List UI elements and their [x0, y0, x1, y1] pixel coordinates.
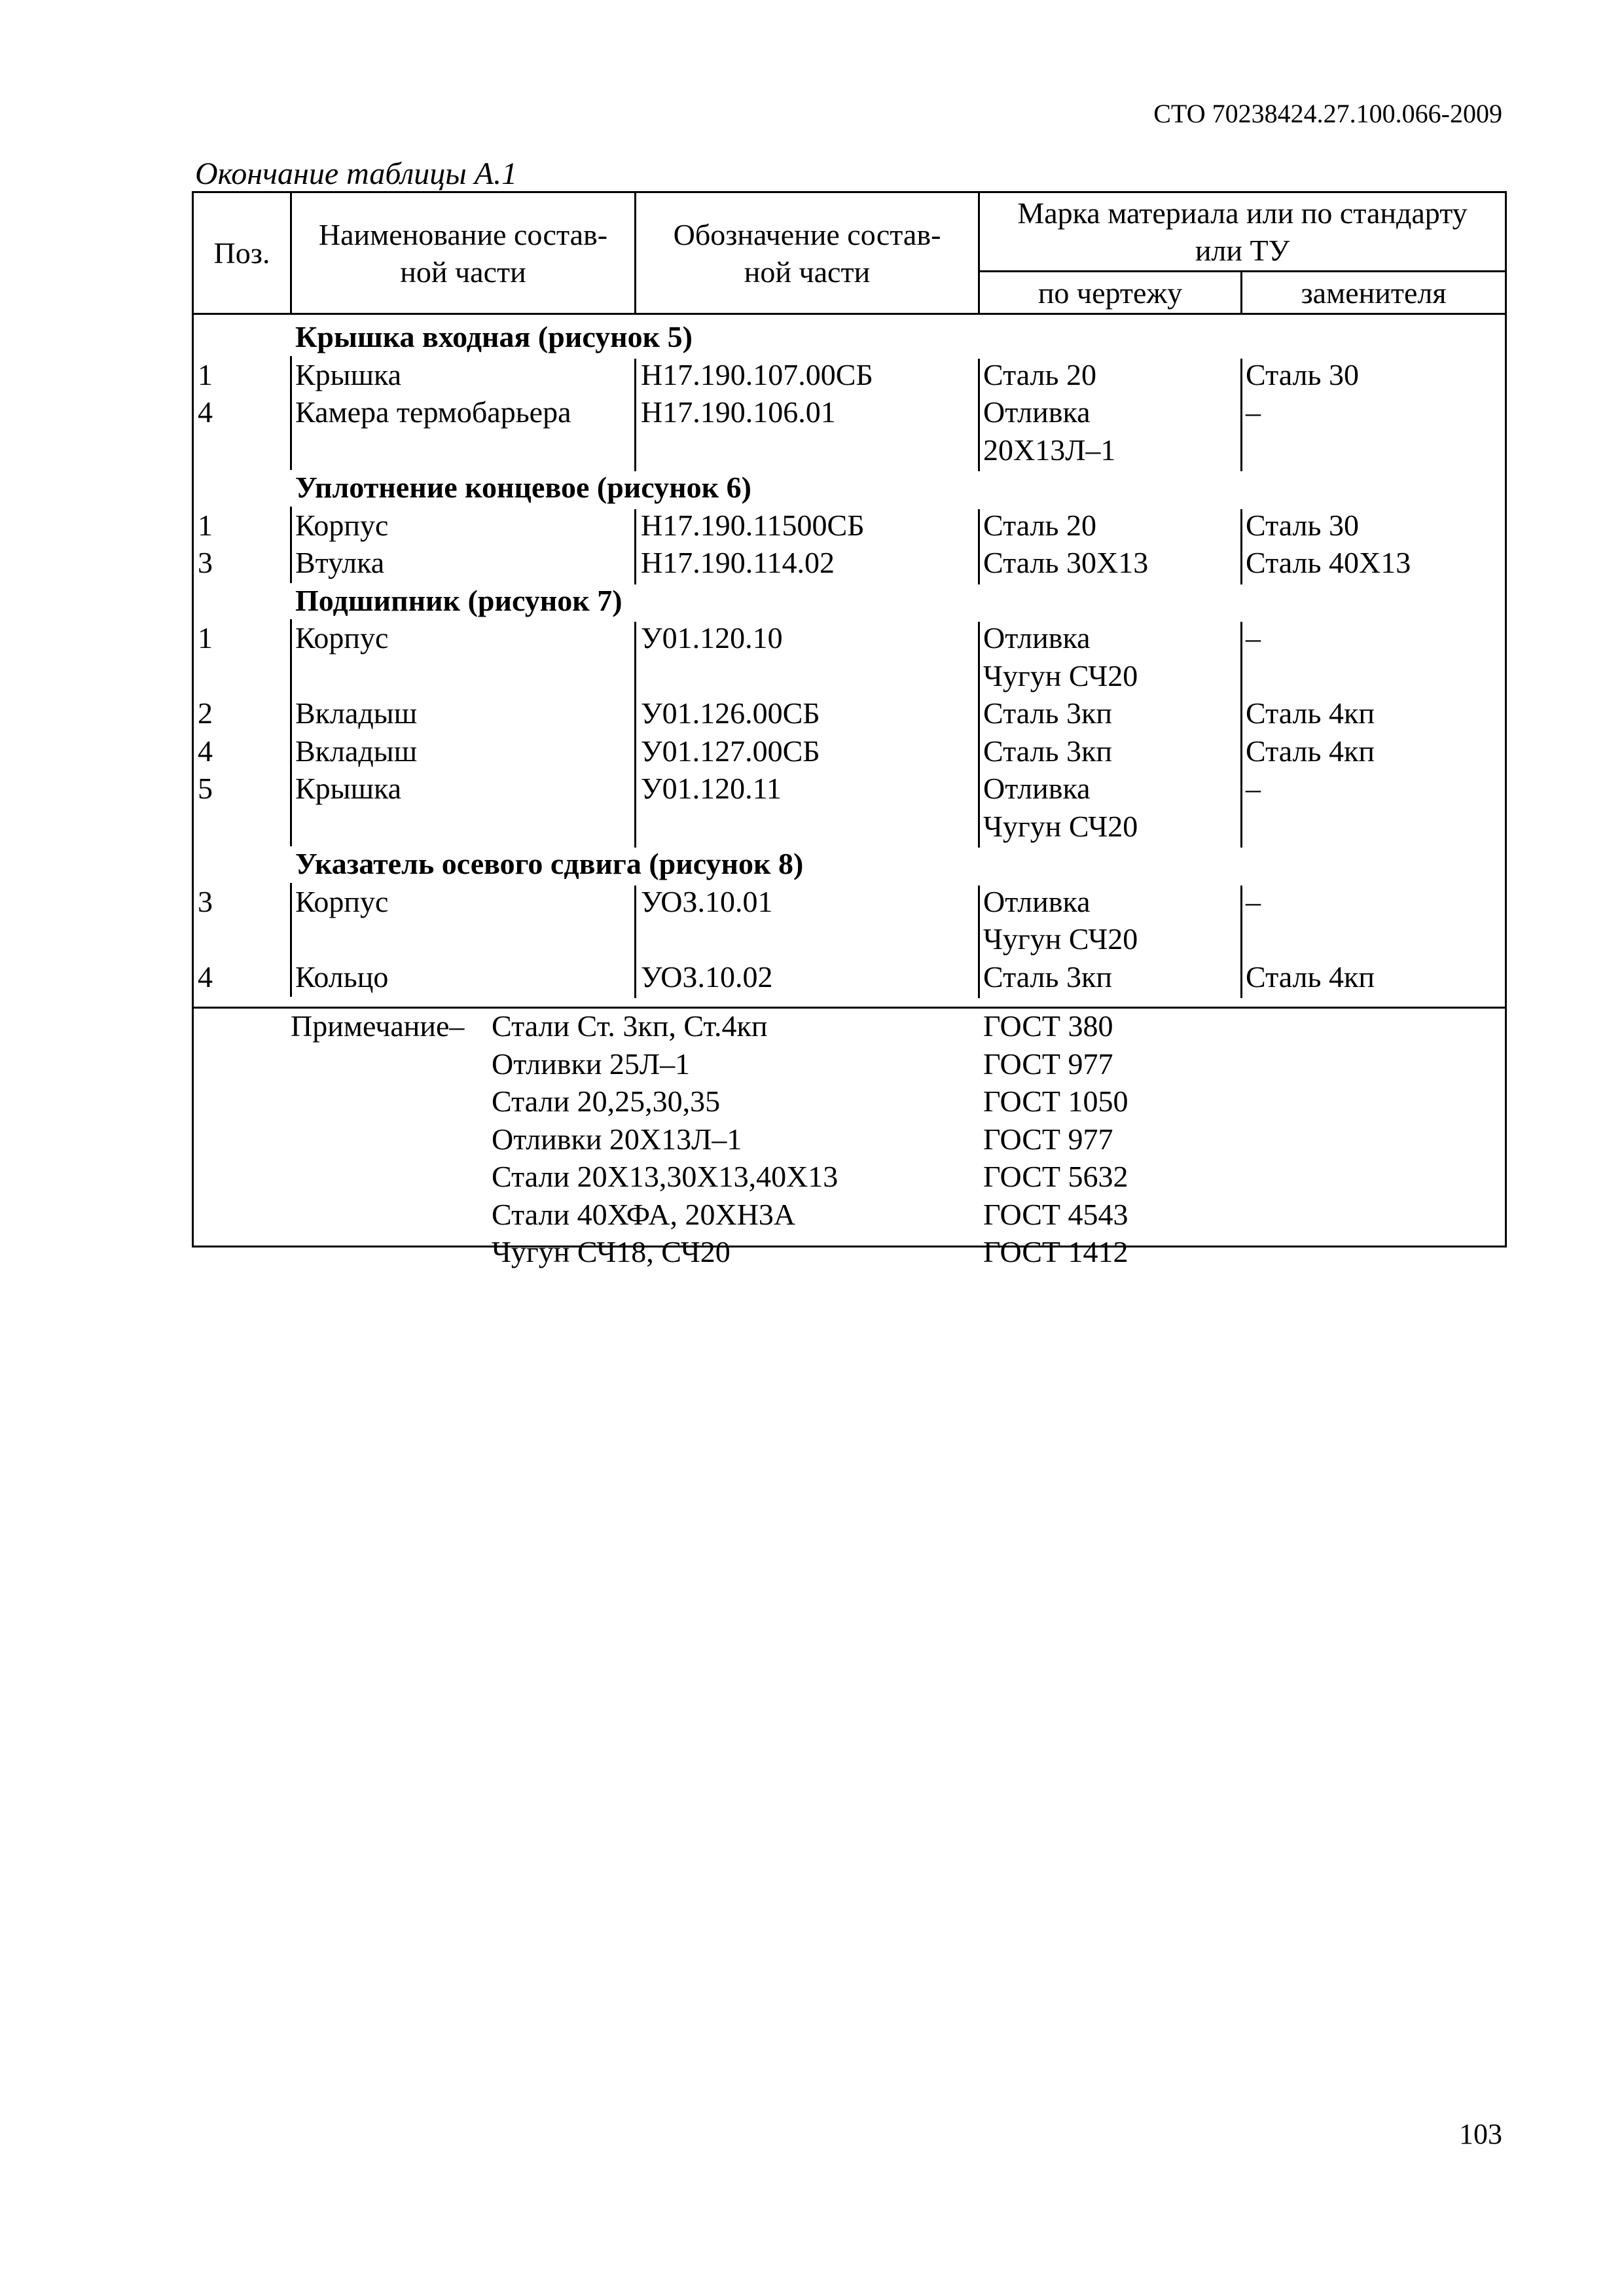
row-pos-cell: 4: [198, 395, 213, 429]
column-divider: [634, 886, 636, 924]
row-sub-cell: –: [1246, 395, 1261, 429]
column-divider: [978, 772, 980, 810]
header-substitute: заменителя: [1301, 276, 1447, 310]
row-pos-cell: 3: [198, 546, 213, 579]
header-bottom-line: [194, 313, 1505, 315]
parts-table: [192, 191, 1507, 1268]
column-divider: [634, 509, 636, 547]
note-material: Стали 20,25,30,35: [492, 1085, 721, 1118]
column-divider: [290, 808, 292, 847]
row-mat-cell: Сталь 3кп: [983, 960, 1112, 994]
column-divider: [1240, 810, 1242, 848]
column-divider: [978, 923, 980, 961]
row-mat-cell: 20Х13Л–1: [983, 433, 1116, 467]
row-sub-cell: Сталь 40Х13: [1246, 546, 1411, 579]
row-code-cell: УОЗ.10.02: [641, 960, 773, 994]
row-pos-cell: 4: [198, 734, 213, 768]
column-divider: [634, 359, 636, 397]
row-mat-cell: Отливка: [983, 772, 1091, 805]
column-divider: [290, 507, 292, 546]
note-material: Чугун СЧ18, СЧ20: [492, 1235, 731, 1268]
table-caption: Окончание таблицы А.1: [195, 156, 518, 191]
header-divider-code: [978, 193, 980, 313]
column-divider: [978, 622, 980, 660]
section-heading: Крышка входная (рисунок 5): [295, 320, 693, 353]
column-divider: [1240, 396, 1242, 434]
column-divider: [1240, 660, 1242, 698]
row-name-cell: Корпус: [295, 508, 389, 542]
header-designation: Обозначение состав- ной части: [673, 217, 941, 289]
column-divider: [290, 393, 292, 433]
row-code-cell: Н17.190.11500СБ: [641, 508, 865, 542]
column-divider: [1240, 923, 1242, 961]
column-divider: [290, 958, 292, 997]
row-mat-cell: Отливка: [983, 884, 1091, 918]
column-divider: [1240, 359, 1242, 397]
row-code-cell: Н17.190.107.00СБ: [641, 357, 873, 391]
row-name-cell: Крышка: [295, 357, 402, 391]
row-name-cell: Кольцо: [295, 960, 389, 994]
row-mat-cell: Чугун СЧ20: [983, 658, 1138, 692]
column-divider: [978, 434, 980, 472]
column-divider: [290, 619, 292, 658]
column-divider: [634, 434, 636, 472]
row-name-cell: Корпус: [295, 884, 389, 918]
column-divider: [1240, 622, 1242, 660]
row-sub-cell: –: [1246, 884, 1261, 918]
column-divider: [290, 356, 292, 395]
section-heading: Уплотнение концевое (рисунок 6): [295, 471, 751, 504]
page-number: 103: [1459, 2118, 1502, 2150]
column-divider: [978, 509, 980, 547]
column-divider: [1240, 961, 1242, 999]
note-standard: ГОСТ 1050: [983, 1085, 1128, 1118]
column-divider: [290, 883, 292, 922]
column-divider: [978, 396, 980, 434]
row-name-cell: Камера термобарьера: [295, 395, 571, 429]
row-mat-cell: Отливка: [983, 395, 1091, 429]
row-pos-cell: 1: [198, 621, 213, 655]
column-divider: [290, 770, 292, 809]
column-divider: [978, 547, 980, 584]
row-sub-cell: Сталь 4кп: [1246, 734, 1375, 768]
header-divider-pos: [290, 193, 292, 313]
column-divider: [1240, 886, 1242, 924]
column-divider: [978, 810, 980, 848]
note-material: Отливки 25Л–1: [492, 1047, 691, 1081]
note-label: Примечание–: [291, 1009, 465, 1043]
note-standard: ГОСТ 5632: [983, 1160, 1128, 1193]
row-code-cell: У01.120.10: [641, 621, 783, 655]
column-divider: [634, 961, 636, 999]
column-divider: [978, 359, 980, 397]
column-divider: [1240, 772, 1242, 810]
row-name-cell: Вкладыш: [295, 734, 418, 768]
header-divider-sub: [1240, 270, 1242, 313]
note-standard: ГОСТ 977: [983, 1122, 1113, 1156]
note-standard: ГОСТ 977: [983, 1047, 1113, 1081]
row-sub-cell: Сталь 4кп: [1246, 960, 1375, 994]
header-by-drawing: по чертежу: [1038, 276, 1183, 310]
header-pos: Поз.: [213, 236, 270, 270]
note-standard: ГОСТ 1412: [983, 1235, 1128, 1268]
column-divider: [290, 732, 292, 772]
column-divider: [978, 961, 980, 999]
row-sub-cell: –: [1246, 772, 1261, 805]
row-code-cell: У01.127.00СБ: [641, 734, 820, 768]
row-code-cell: У01.120.11: [641, 772, 782, 805]
column-divider: [1240, 547, 1242, 584]
column-divider: [634, 547, 636, 584]
row-pos-cell: 1: [198, 357, 213, 391]
row-mat-cell: Сталь 3кп: [983, 734, 1112, 768]
column-divider: [1240, 509, 1242, 547]
row-mat-cell: Сталь 3кп: [983, 696, 1112, 730]
column-divider: [1240, 735, 1242, 773]
row-mat-cell: Чугун СЧ20: [983, 809, 1138, 843]
row-sub-cell: –: [1246, 621, 1261, 655]
column-divider: [634, 735, 636, 773]
column-divider: [978, 660, 980, 698]
row-code-cell: Н17.190.106.01: [641, 395, 836, 429]
column-divider: [290, 657, 292, 696]
note-material: Отливки 20Х13Л–1: [492, 1122, 742, 1156]
column-divider: [634, 810, 636, 848]
header-divider-name: [634, 193, 636, 313]
column-divider: [978, 735, 980, 773]
row-name-cell: Крышка: [295, 772, 402, 805]
header-name: Наименование состав- ной части: [318, 217, 608, 289]
column-divider: [290, 920, 292, 960]
column-divider: [290, 431, 292, 471]
column-divider: [978, 697, 980, 735]
row-pos-cell: 4: [198, 960, 213, 994]
row-mat-cell: Чугун СЧ20: [983, 922, 1138, 956]
column-divider: [1240, 697, 1242, 735]
row-code-cell: Н17.190.114.02: [641, 546, 835, 579]
note-material: Стали 20Х13,30Х13,40Х13: [492, 1160, 839, 1193]
header-material: Марка материала или по стандарту или ТУ: [1017, 196, 1468, 267]
row-sub-cell: Сталь 30: [1246, 508, 1359, 542]
row-name-cell: Вкладыш: [295, 696, 418, 730]
row-pos-cell: 3: [198, 884, 213, 918]
row-mat-cell: Сталь 20: [983, 508, 1096, 542]
column-divider: [290, 694, 292, 734]
row-mat-cell: Сталь 30Х13: [983, 546, 1149, 579]
column-divider: [634, 396, 636, 434]
column-divider: [634, 772, 636, 810]
row-code-cell: У01.126.00СБ: [641, 696, 820, 730]
note-material: Стали 40ХФА, 20ХН3А: [492, 1197, 796, 1231]
row-name-cell: Корпус: [295, 621, 389, 655]
note-material: Стали Ст. 3кп, Ст.4кп: [492, 1009, 768, 1043]
row-pos-cell: 5: [198, 772, 213, 805]
note-standard: ГОСТ 380: [983, 1009, 1113, 1043]
row-pos-cell: 2: [198, 696, 213, 730]
note-standard: ГОСТ 4543: [983, 1197, 1128, 1231]
row-mat-cell: Сталь 20: [983, 357, 1096, 391]
section-heading: Указатель осевого сдвига (рисунок 8): [295, 847, 804, 880]
column-divider: [290, 544, 292, 583]
column-divider: [978, 886, 980, 924]
column-divider: [634, 697, 636, 735]
column-divider: [634, 622, 636, 660]
row-pos-cell: 1: [198, 508, 213, 542]
column-divider: [634, 660, 636, 698]
row-code-cell: УОЗ.10.01: [641, 884, 773, 918]
row-sub-cell: Сталь 30: [1246, 357, 1359, 391]
row-mat-cell: Отливка: [983, 621, 1091, 655]
column-divider: [1240, 434, 1242, 472]
document-code: СТО 70238424.27.100.066-2009: [1153, 99, 1502, 128]
column-divider: [634, 923, 636, 961]
row-name-cell: Втулка: [295, 546, 385, 579]
row-sub-cell: Сталь 4кп: [1246, 696, 1375, 730]
section-heading: Подшипник (рисунок 7): [295, 583, 623, 617]
